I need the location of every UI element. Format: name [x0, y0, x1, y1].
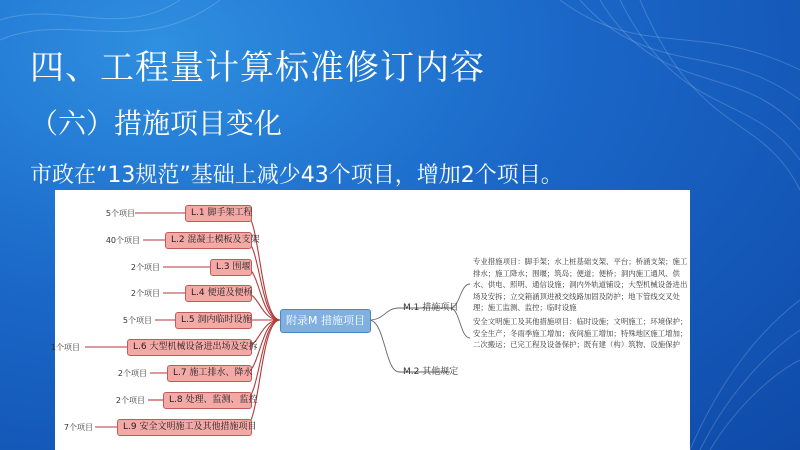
mindmap-root: 附录M 措施项目 [280, 309, 371, 333]
detail-professional-measures: 专业措施项目：脚手架；水上桩基础支架、平台；桥涵支架；施工排水；施工降水；围堰；筑岛；便道；便桥；洞内施工通风、供水、供电、照明、通信设施；洞内外轨道铺设；大型机械设备进出场及安拆；立交箱涵顶进被交线路加固及防护；地下管线交叉处理；施工监测、监控；临时设施 [473, 257, 688, 313]
count-l7: 2个项目 [117, 369, 147, 378]
branch-l2: L.2 混凝土模板及支架 [165, 232, 252, 249]
branch-m1: M.1 措施项目 [403, 303, 459, 313]
mindmap-panel [50, 190, 690, 450]
branch-l1: L.1 脚手架工程 [185, 205, 252, 222]
slide-title: 四、工程量计算标准修订内容 [30, 48, 485, 88]
slide-description: 市政在“13规范”基础上减少43个项目，增加2个项目。 [30, 163, 563, 188]
branch-l9: L.9 安全文明施工及其他措施项目 [117, 419, 252, 436]
count-l1: 5个项目 [105, 209, 135, 218]
branch-l6: L.6 大型机械设备进出场及安拆 [127, 339, 252, 356]
branch-l3: L.3 围堰 [210, 259, 252, 276]
count-l2: 40个项目 [105, 236, 140, 245]
count-l6: 1个项目 [50, 343, 80, 352]
branch-l5: L.5 洞内临时设施 [175, 312, 252, 329]
slide-subtitle: （六）措施项目变化 [30, 107, 283, 140]
detail-safety-measures: 安全文明施工及其他措施项目：临时设施；文明施工；环境保护；安全生产；冬雨季施工增加；夜间施工增加；特殊地区施工增加；二次搬运；已完工程及设备保护；既有建（构）筑物、设施保护 [473, 317, 688, 350]
count-l4: 2个项目 [130, 289, 160, 298]
count-l9: 7个项目 [63, 423, 93, 432]
branch-l7: L.7 施工排水、降水 [167, 365, 252, 382]
branch-l4: L.4 便道及便桥 [185, 285, 252, 302]
branch-l8: L.8 处理、监测、监控 [163, 392, 252, 409]
count-l3: 2个项目 [130, 263, 160, 272]
count-l5: 5个项目 [122, 316, 152, 325]
branch-m2: M.2 其他规定 [403, 367, 459, 377]
count-l8: 2个项目 [115, 396, 145, 405]
